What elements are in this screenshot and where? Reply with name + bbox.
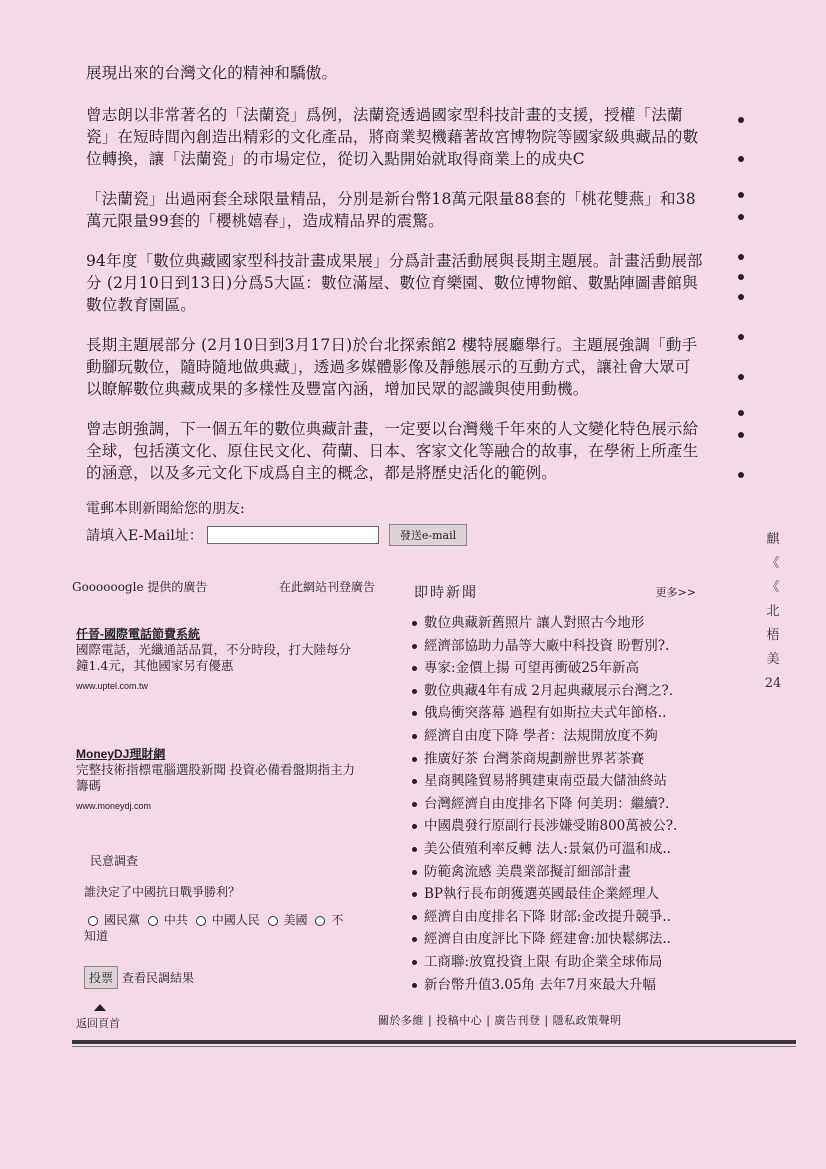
side-text[interactable]: 麒: [766, 532, 780, 547]
advertise-here-link[interactable]: 在此網站刊登廣告: [279, 580, 376, 594]
poll-title: 民意調查: [90, 854, 139, 868]
ad-text: 國際電話，光纖通話品質，不分時段，打大陸每分: [76, 642, 352, 657]
news-item[interactable]: [412, 770, 712, 793]
article-paragraph: 曾志朗強調，下一個五年的數位典藏計畫，一定要以台灣幾千年來的人文變化特色展示給全球，包括漢文化、原住民文化、荷蘭、日本、客家文化等融合的故事，在學術上所產生的涵意，以及多元文化下成爲自主的概念，都是將歷史活化的範例。: [86, 420, 699, 482]
bullet-icon: [412, 734, 417, 739]
news-item[interactable]: [412, 838, 712, 861]
email-label: 請填入E-Mail址：: [86, 528, 203, 544]
poll-option-label: 中國人民: [211, 913, 260, 927]
ad-title-link[interactable]: 仟晉-國際電話節費系統: [76, 627, 200, 641]
email-share-form: [86, 498, 467, 546]
bullet-icon: [738, 156, 744, 162]
news-link[interactable]: 防範禽流感 美農業部擬訂細部計畫: [424, 863, 631, 880]
send-email-button[interactable]: 發送e-mail: [389, 524, 467, 546]
news-link[interactable]: 美公債殖利率反轉 法人:景氣仍可溫和成..: [424, 840, 671, 857]
bullet-icon: [738, 294, 744, 300]
news-title: 即時新聞: [414, 585, 478, 601]
radio-option[interactable]: [148, 916, 158, 926]
news-item[interactable]: [412, 974, 712, 997]
news-item[interactable]: [412, 635, 712, 658]
ad-item[interactable]: [76, 746, 386, 814]
ad-url[interactable]: www.uptel.com.tw: [76, 681, 149, 691]
news-link[interactable]: 經濟自由度評比下降 經建會:加快鬆綁法..: [424, 931, 671, 948]
arrow-up-icon: [94, 1004, 106, 1011]
poll-option-label-wrap: 知道: [84, 929, 109, 943]
news-link[interactable]: 數位典藏4年有成 2月起典藏展示台灣之?.: [424, 682, 673, 699]
email-input[interactable]: [207, 526, 379, 544]
bullet-icon: [738, 274, 744, 280]
news-header: [414, 582, 704, 602]
bullet-icon: [412, 802, 417, 807]
news-item[interactable]: [412, 657, 712, 680]
news-link[interactable]: 數位典藏新舊照片 讓人對照古今地形: [424, 615, 645, 631]
poll-actions: [84, 966, 194, 989]
side-text[interactable]: 梧: [766, 628, 780, 643]
news-link[interactable]: 經濟自由度下降 學者：法規開放度不夠: [424, 727, 658, 744]
news-link[interactable]: 經濟自由度排名下降 財部:金改提升競爭..: [424, 908, 671, 925]
bullet-icon: [412, 666, 417, 671]
bullet-icon: [738, 117, 744, 123]
radio-option[interactable]: [268, 916, 278, 926]
news-item[interactable]: [412, 861, 712, 884]
radio-option[interactable]: [196, 916, 206, 926]
bullet-icon: [412, 983, 417, 988]
article-paragraph: 曾志朗以非常著名的「法蘭瓷」爲例，法蘭瓷透過國家型科技計畫的支援，授權「法蘭瓷」在短時間內創造出精彩的文化產品，將商業契機藉著故宮博物院等國家級典藏品的數位轉換，讓「法蘭瓷」的市場定位，從切入點開始就取得商業上的成央C: [86, 106, 699, 168]
poll-option-label: 美國: [283, 913, 308, 927]
bullet-icon: [412, 870, 417, 875]
bullet-icon: [738, 214, 744, 220]
news-item[interactable]: [412, 748, 712, 771]
news-item[interactable]: [412, 951, 712, 974]
news-item[interactable]: [412, 793, 712, 816]
bullet-icon: [412, 689, 417, 694]
bullet-icon: [412, 960, 417, 965]
bullet-icon: [412, 711, 417, 716]
bullet-icon: [412, 847, 417, 852]
footer-divider-thin: [72, 1046, 796, 1047]
bullet-icon: [412, 621, 417, 626]
side-text[interactable]: 美: [766, 652, 780, 667]
news-link[interactable]: 經濟部協助力晶等大廠中科投資 盼暫別?.: [424, 637, 670, 654]
ad-item[interactable]: [76, 626, 386, 694]
poll-option-label: 中共: [163, 913, 188, 927]
radio-option[interactable]: [315, 916, 325, 926]
poll-options: [84, 912, 384, 944]
bullet-icon: [412, 824, 417, 829]
news-link[interactable]: 推廣好茶 台灣茶商規劃辦世界茗茶賽: [424, 750, 645, 767]
bullet-icon: [412, 779, 417, 784]
email-share-title: 電郵本則新聞給您的朋友:: [86, 501, 245, 517]
ad-title-link[interactable]: MoneyDJ理財網: [76, 747, 166, 761]
news-item[interactable]: [412, 883, 712, 906]
news-item[interactable]: [412, 906, 712, 929]
side-text[interactable]: 24: [764, 676, 782, 691]
news-item[interactable]: [412, 702, 712, 725]
bullet-icon: [412, 892, 417, 897]
bullet-icon: [412, 937, 417, 942]
news-item[interactable]: [412, 612, 712, 635]
news-item[interactable]: [412, 928, 712, 951]
news-item[interactable]: [412, 815, 712, 838]
news-link[interactable]: 中國農發行原副行長涉嫌受賄800萬被公?.: [424, 818, 678, 835]
ad-text: 籌碼: [76, 778, 102, 793]
bullet-icon: [738, 472, 744, 478]
side-text: 《: [766, 556, 780, 571]
side-text: 《: [766, 580, 780, 595]
ad-text: 完整技術指標電腦選股新聞 投資必備看盤期指主力: [76, 762, 355, 777]
news-link[interactable]: BP執行長布朗獲選英國最佳企業經理人: [424, 886, 660, 903]
bullet-icon: [412, 644, 417, 649]
bullet-icon: [738, 192, 744, 198]
article-paragraph: 長期主題展部分 (2月10日到3月17日)於台北探索館2 樓特展廳舉行。主題展強調「動手動腳玩數位，隨時隨地做典藏」，透過多媒體影像及靜態展示的互動方式，讓社會大眾可以瞭解數位典藏成果的多樣性及豐富內涵，增加民眾的認識與使用動機。: [86, 336, 698, 398]
bullet-icon: [738, 254, 744, 260]
bullet-icon: [738, 432, 744, 438]
news-item[interactable]: [412, 725, 712, 748]
poll-question: 誰決定了中國抗日戰爭勝利？: [84, 885, 241, 899]
footer-links[interactable]: 關於多維 | 投稿中心 | 廣告刊登 | 隱私政策聲明: [378, 1014, 622, 1027]
news-link[interactable]: 工商聯:放寬投資上限 有助企業全球佈局: [424, 953, 663, 970]
article-paragraph: 展現出來的台灣文化的精神和驕傲。: [86, 64, 338, 82]
poll: [84, 852, 384, 944]
news-link[interactable]: 俄烏衝突落幕 過程有如斯拉夫式年節格..: [424, 705, 667, 722]
bullet-icon: [412, 757, 417, 762]
side-nav-column: [758, 528, 788, 696]
poll-option-label: 不: [331, 913, 344, 927]
bullet-icon: [738, 334, 744, 340]
back-to-top[interactable]: [76, 1004, 120, 1031]
ad-url[interactable]: www.moneydj.com: [76, 801, 152, 811]
news-item[interactable]: [412, 680, 712, 703]
vote-button[interactable]: 投票: [84, 966, 118, 989]
article-body: [86, 62, 706, 502]
ads-provider-link[interactable]: Goooooogle 提供的廣告: [72, 580, 208, 594]
poll-option-label: 國民黨: [104, 913, 141, 927]
news-link[interactable]: 台灣經濟自由度排名下降 何美玥：繼續?.: [424, 795, 670, 812]
bullet-icon: [412, 915, 417, 920]
bullet-icon: [738, 410, 744, 416]
news-more-link[interactable]: 更多>>: [655, 586, 696, 599]
article-paragraph: 94年度「數位典藏國家型科技計畫成果展」分爲計畫活動展與長期主題展。計畫活動展部分 (2月10日到13日)分爲5大區：數位滿屋、數位育樂園、數位博物館、數點陣圖書館與數位教育園區。: [86, 252, 703, 314]
news-list: [412, 612, 712, 996]
poll-results-link[interactable]: 查看民調結果: [122, 971, 195, 985]
news-link[interactable]: 星商興隆貿易將興建東南亞最大儲油終站: [424, 773, 667, 790]
footer-divider: [72, 1040, 796, 1044]
news-link[interactable]: 新台幣升值3.05角 去年7月來最大升幅: [424, 976, 656, 993]
ad-text: 鐘1.4元，其他國家另有優惠: [76, 658, 234, 673]
bullet-icon: [738, 374, 744, 380]
side-text[interactable]: 北: [766, 604, 780, 619]
article-paragraph: 「法蘭瓷」出過兩套全球限量精品，分別是新台幣18萬元限量88套的「桃花雙燕」和38萬元限量99套的「櫻桃嬉春」，造成精品界的震驚。: [86, 190, 696, 230]
radio-option[interactable]: [88, 916, 98, 926]
news-link[interactable]: 專家:金價上揚 可望再衝破25年新高: [424, 660, 640, 677]
back-to-top-label[interactable]: 返回頁首: [76, 1017, 120, 1030]
